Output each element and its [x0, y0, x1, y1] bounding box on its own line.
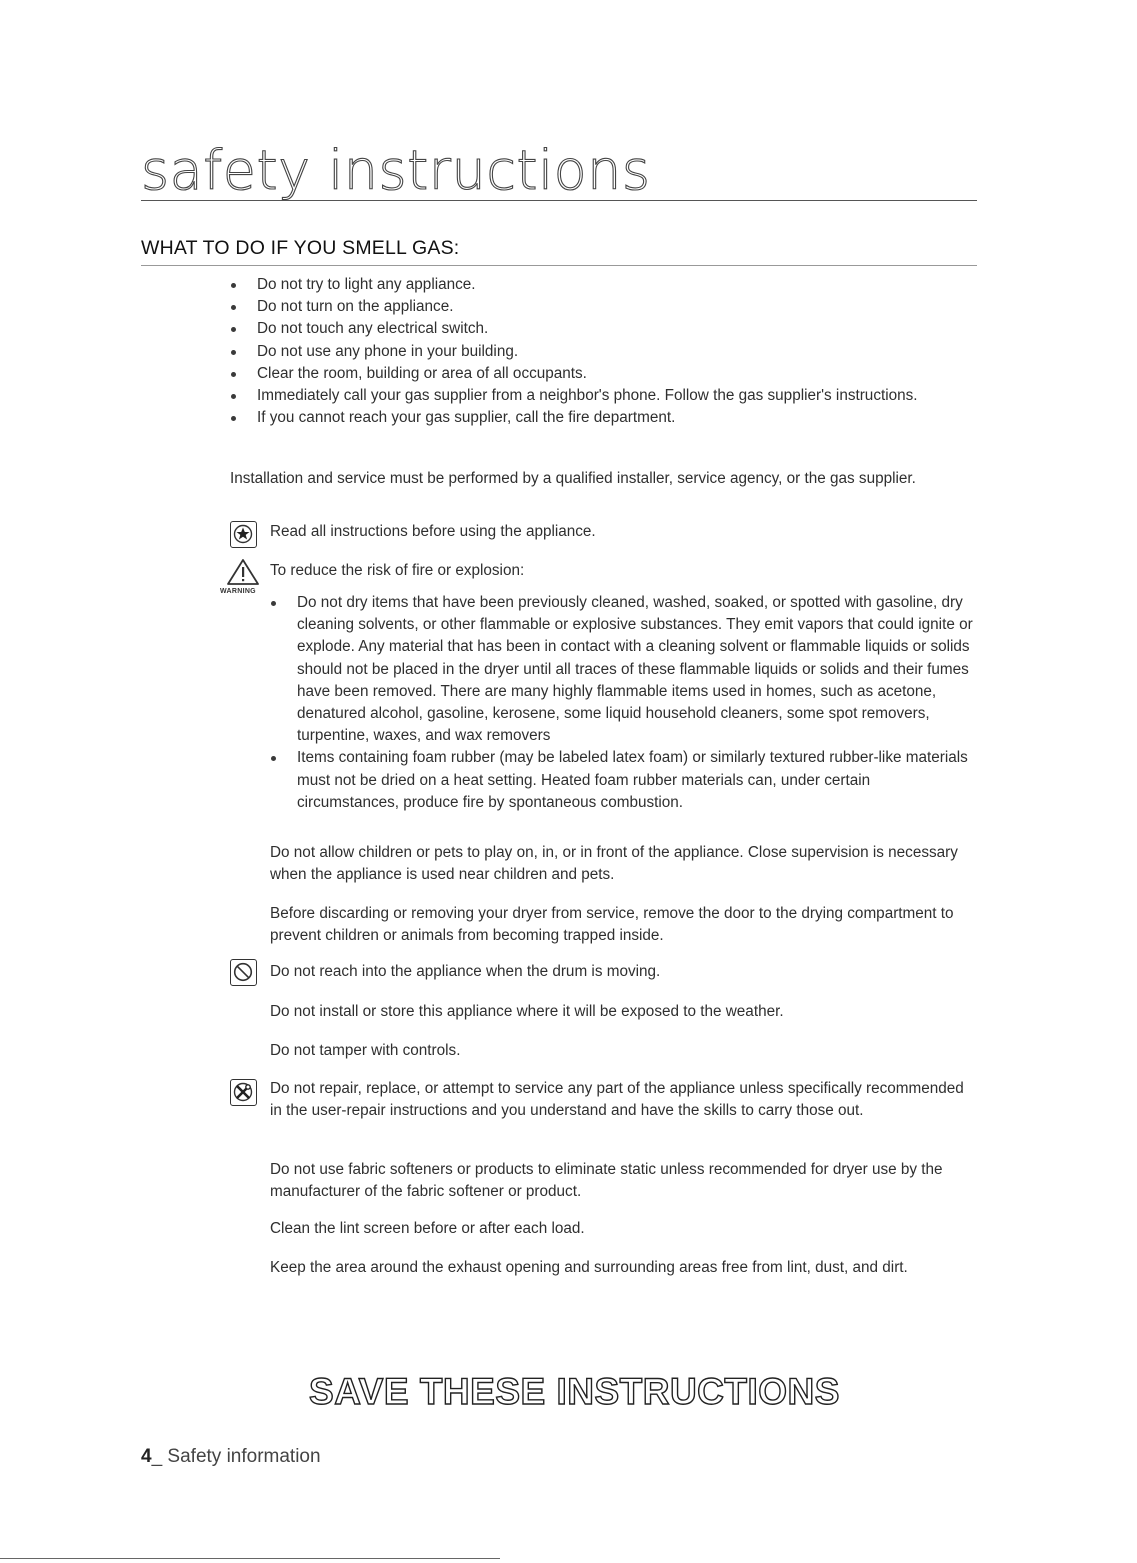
- list-item: Clear the room, building or area of all occupants.: [230, 363, 990, 385]
- list-item: Immediately call your gas supplier from a neighbor's phone. Follow the gas supplier's instructions.: [230, 385, 990, 407]
- list-item: If you cannot reach your gas supplier, call the fire department.: [230, 407, 990, 429]
- list-item: Items containing foam rubber (may be labeled latex foam) or similarly textured rubber-like materials must not be dried on a heat setting. Heated foam rubber materials can, under certain circumstances, produce fire by spontaneous combustion.: [270, 747, 975, 814]
- list-item: Do not try to light any appliance.: [230, 274, 990, 296]
- page-number: 4: [141, 1446, 152, 1467]
- page-title: safety instructions: [141, 138, 977, 201]
- children-note: Do not allow children or pets to play on, in, or in front of the appliance. Close supervision is necessary when the appliance is used near children and pets.: [270, 844, 958, 884]
- warning-label: WARNING: [220, 588, 256, 595]
- gas-bullet-list: [230, 274, 990, 429]
- exhaust-note: Keep the area around the exhaust opening and surrounding areas free from lint, dust, and dirt.: [270, 1259, 908, 1276]
- page-footer: [141, 1446, 321, 1468]
- footer-section-label: _ Safety information: [151, 1446, 321, 1467]
- section-heading: WHAT TO DO IF YOU SMELL GAS:: [141, 237, 977, 266]
- drum-note: Do not reach into the appliance when the drum is moving.: [270, 963, 661, 980]
- installation-note: Installation and service must be performed by a qualified installer, service agency, or the gas supplier.: [230, 470, 916, 487]
- discard-note: Before discarding or removing your dryer from service, remove the door to the drying compartment to prevent children or animals from becoming trapped inside.: [270, 905, 954, 945]
- list-item: Do not touch any electrical switch.: [230, 318, 990, 340]
- no-repair-icon: [230, 1079, 257, 1106]
- star-note-icon: [230, 521, 257, 548]
- list-item: Do not dry items that have been previously cleaned, washed, soaked, or spotted with gasoline, dry cleaning solvents, or other flammable or explosive substances. They emit vapors that could ignite or explode. Any material that has been in contact with a cleaning solvent or flammable liquids or solids should not be placed in the dryer until all traces of these flammable liquids or solids and their fumes have been removed. There are many highly flammable items used in homes, such as acetone, denatured alcohol, gasoline, kerosene, some liquid household cleaners, some spot removers, turpentine, waxes, and wax removers: [270, 592, 975, 747]
- lint-note: Clean the lint screen before or after each load.: [270, 1220, 585, 1237]
- repair-note: Do not repair, replace, or attempt to service any part of the appliance unless specifically recommended in the user-repair instructions and you understand and have the skills to carry those out.: [270, 1080, 964, 1120]
- tamper-note: Do not tamper with controls.: [270, 1042, 461, 1059]
- bottom-divider: [0, 1558, 500, 1559]
- prohibited-icon: [230, 959, 257, 986]
- read-note: Read all instructions before using the appliance.: [270, 523, 596, 540]
- warning-bullet-list: [270, 592, 975, 814]
- list-item: Do not turn on the appliance.: [230, 296, 990, 318]
- weather-note: Do not install or store this appliance where it will be exposed to the weather.: [270, 1003, 784, 1020]
- softener-note: Do not use fabric softeners or products to eliminate static unless recommended for dryer use by the manufacturer of the fabric softener or product.: [270, 1161, 943, 1201]
- warning-intro: To reduce the risk of fire or explosion:: [270, 562, 525, 579]
- save-instructions-banner: SAVE THESE INSTRUCTIONS: [309, 1371, 840, 1412]
- list-item: Do not use any phone in your building.: [230, 341, 990, 363]
